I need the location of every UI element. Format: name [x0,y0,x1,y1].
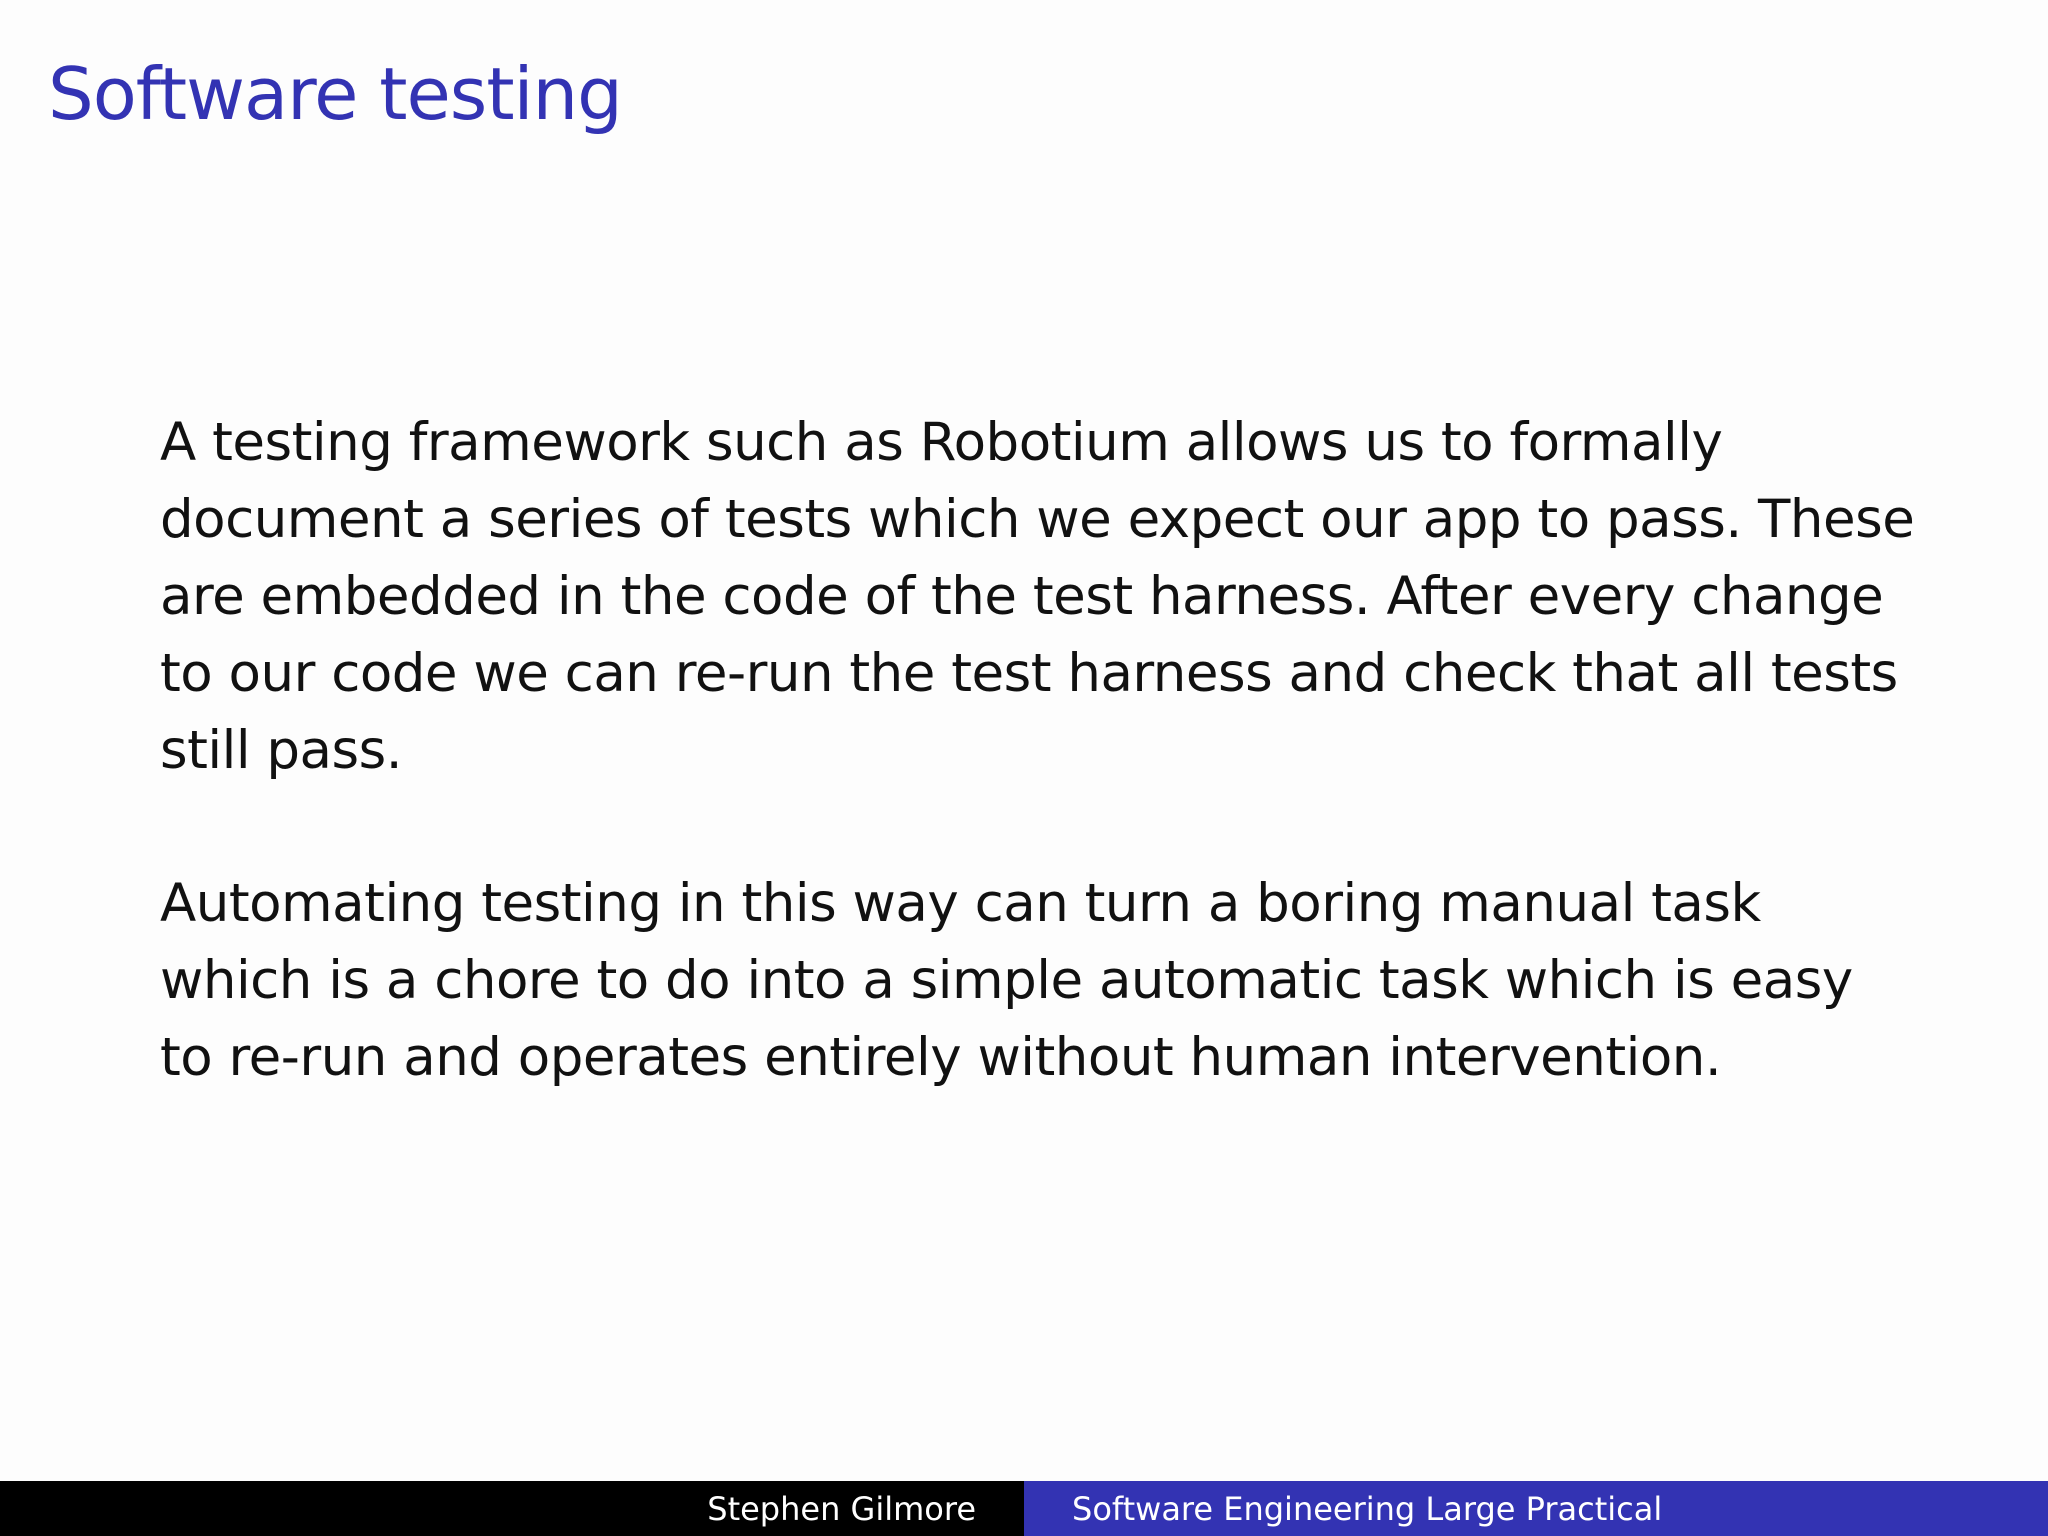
footer-course: Software Engineering Large Practical [1072,1489,1663,1528]
slide-title: Software testing [48,52,622,136]
paragraph-automating [160,865,1920,1096]
text-line: still pass. [160,720,403,781]
text-line: to our code we can re-run the test harness and check that all tests [160,643,1898,704]
footer-author-panel [0,1481,1024,1536]
slide-body [160,404,1920,1096]
text-line: are embedded in the code of the test harness. After every change [160,566,1884,627]
slide-footer [0,1481,2048,1536]
text-line: A testing framework such as Robotium allows us to formally [160,412,1723,473]
text-line: which is a chore to do into a simple automatic task which is easy [160,950,1853,1011]
paragraph-robotium [160,404,1920,789]
footer-author: Stephen Gilmore [707,1489,976,1528]
text-line: to re-run and operates entirely without human intervention. [160,1027,1722,1088]
text-line: Automating testing in this way can turn a boring manual task [160,873,1761,934]
text-line: document a series of tests which we expect our app to pass. These [160,489,1915,550]
footer-course-panel [1024,1481,2048,1536]
